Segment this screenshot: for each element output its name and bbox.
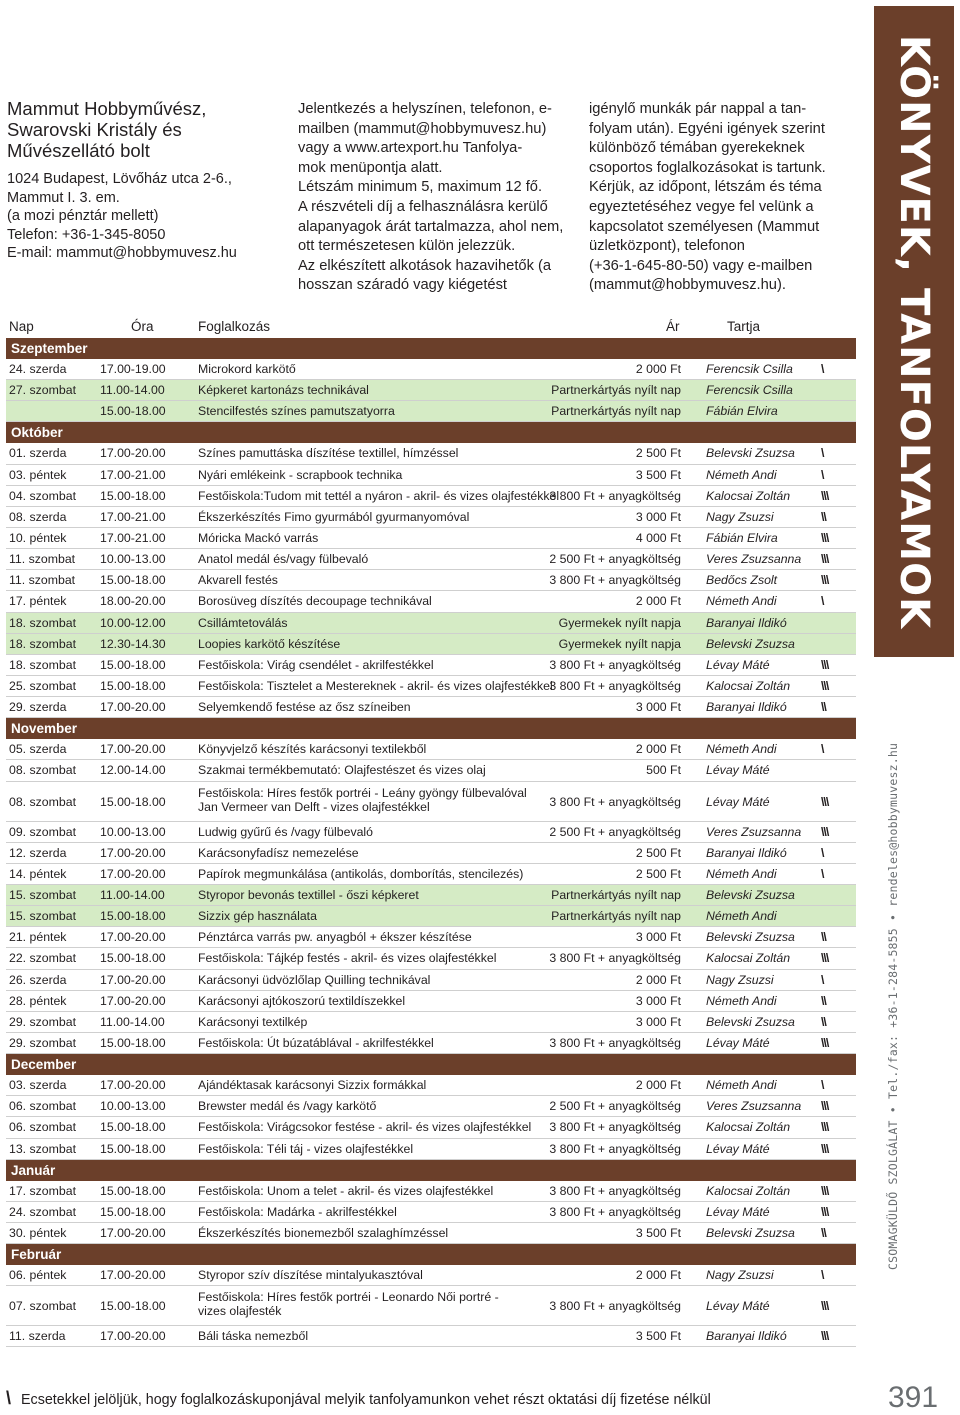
row-day: 22. szombat (9, 951, 76, 966)
row-course: Festőiskola: Madárka - akrilfestékkel (198, 1204, 397, 1219)
table-row (6, 443, 856, 464)
row-time: 15.00-18.00 (100, 657, 166, 672)
row-time: 17.00-21.00 (100, 530, 166, 545)
brush-mark-icon: \\\ (821, 1183, 829, 1198)
table-row (6, 697, 856, 718)
table-row (6, 1033, 856, 1054)
row-course: Papírok megmunkálása (antikolás, domborítás, stencilezés) (198, 866, 524, 881)
row-teacher: Németh Andi (706, 866, 777, 881)
table-row (6, 1202, 856, 1223)
table-row (6, 822, 856, 843)
row-day: 28. péntek (9, 993, 67, 1008)
brush-mark-icon: \\\ (821, 1120, 829, 1135)
row-time: 10.00-12.00 (100, 615, 166, 630)
table-row (6, 634, 856, 655)
table-row (6, 970, 856, 991)
table-row (6, 843, 856, 864)
row-course: Festőiskola: Híres festők portréi - Leonardo Női portré - vizes olajfesték (198, 1290, 499, 1319)
row-price: 2 000 Ft (635, 742, 681, 757)
table-row (6, 507, 856, 528)
row-time: 17.00-20.00 (100, 1268, 166, 1283)
row-time: 15.00-18.00 (100, 909, 166, 924)
page-number: 391 (888, 1381, 939, 1414)
row-course: Festőiskola: Híres festők portréi - Leány gyöngy fülbevalóval Jan Vermeer van Delft - vizes olajfestékkel (198, 785, 527, 814)
row-time: 17.00-20.00 (100, 446, 166, 461)
row-time: 17.00-20.00 (100, 993, 166, 1008)
row-teacher: Veres Zsuzsanna (706, 1099, 802, 1114)
table-header (6, 315, 856, 338)
row-course: Loopies karkötő készítése (198, 636, 341, 651)
row-price: 2 000 Ft (635, 1078, 681, 1093)
row-price: 3 000 Ft (635, 700, 681, 715)
row-price: 3 800 Ft + anyagköltség (549, 1120, 681, 1135)
row-teacher: Belevski Zsuzsa (706, 887, 795, 902)
table-row (6, 760, 856, 781)
row-price: Gyermekek nyílt napja (558, 636, 681, 651)
row-teacher: Kalocsai Zoltán (706, 1183, 791, 1198)
row-teacher: Belevski Zsuzsa (706, 636, 795, 651)
row-teacher: Németh Andi (706, 594, 777, 609)
row-price: 3 500 Ft (635, 467, 681, 482)
row-time: 17.00-20.00 (100, 845, 166, 860)
row-teacher: Belevski Zsuzsa (706, 446, 795, 461)
row-time: 17.00-19.00 (100, 362, 166, 376)
brush-mark-icon: \\\ (821, 794, 829, 809)
table-row (6, 864, 856, 885)
brush-mark-icon: \\\ (821, 1099, 829, 1114)
row-day: 11. szombat (9, 552, 76, 567)
row-teacher: Lévay Máté (706, 1204, 770, 1219)
brush-mark-icon: \\ (821, 700, 826, 715)
brush-mark-icon: \\\ (821, 1141, 829, 1156)
row-course: Borosüveg díszítés decoupage technikával (198, 594, 432, 609)
table-row (6, 1096, 856, 1117)
table-row (6, 906, 856, 927)
table-row (6, 401, 856, 422)
table-row (6, 528, 856, 549)
row-teacher: Lévay Máté (706, 1035, 770, 1050)
row-time: 11.00-14.00 (100, 383, 165, 398)
brush-mark-icon: \\ (821, 509, 826, 524)
table-row (6, 549, 856, 570)
row-price: 2 500 Ft (635, 866, 681, 881)
brush-mark-icon: \ (821, 446, 824, 461)
row-teacher: Németh Andi (706, 993, 777, 1008)
table-row (6, 927, 856, 948)
row-course: Pénztárca varrás pw. anyagból + ékszer készítése (198, 930, 472, 945)
row-teacher: Baranyai Ildikó (706, 845, 787, 860)
row-day: 06. péntek (9, 1268, 67, 1283)
row-day: 04. szombat (9, 488, 76, 503)
row-price: 2 000 Ft (635, 362, 681, 376)
brush-mark-icon: \\\ (821, 1204, 829, 1219)
row-time: 17.00-20.00 (100, 1225, 166, 1240)
row-time: 15.00-18.00 (100, 678, 166, 693)
brush-mark-icon: \ (821, 594, 824, 609)
row-time: 10.00-13.00 (100, 1099, 166, 1114)
row-course: Ékszerkészítés Fimo gyurmából gyurmanyomóval (198, 509, 470, 524)
row-price: Gyermekek nyílt napja (558, 615, 681, 630)
row-time: 10.00-13.00 (100, 824, 166, 839)
row-course: Karácsonyi textilkép (198, 1014, 308, 1029)
row-day: 08. szombat (9, 763, 76, 778)
row-time: 15.00-18.00 (100, 1141, 166, 1156)
row-day: 12. szerda (9, 845, 67, 860)
row-time: 10.00-13.00 (100, 552, 166, 567)
row-course: Akvarell festés (198, 573, 278, 588)
intro-column-1: Jelentkezés a helyszínen, telefonon, e-mailben (mammut@hobbymuvesz.hu) vagy a www.artexport.hu Tanfolya- mok menüpontja alatt. Létszám minimum 5, maximum 12 fő. A részvételi díj a felhasználásra kerülő alapanyagok árát tartalmazza, ahol nem, ott természetesen külön jelezzük. Az elkészített alkotások hazavihetők (a hosszan száradó vagy kiégetést (298, 101, 564, 294)
row-day: 17. péntek (9, 594, 67, 609)
row-course: Báli táska nemezből (198, 1329, 309, 1344)
row-course: Karácsonyfadísz nemezelése (198, 845, 359, 860)
brush-mark-icon: \\\ (821, 488, 829, 503)
row-day: 17. szombat (9, 1183, 76, 1198)
row-teacher: Lévay Máté (706, 657, 770, 672)
row-day: 29. szerda (9, 700, 67, 715)
row-price: 2 500 Ft (635, 446, 681, 461)
table-row (6, 465, 856, 486)
row-teacher: Lévay Máté (706, 1141, 770, 1156)
table-row (6, 591, 856, 612)
row-course: Szakmai termékbemutató: Olajfestészet és vizes olaj (198, 763, 486, 778)
brush-mark-icon: \\\ (821, 657, 829, 672)
row-price: 3 000 Ft (635, 930, 681, 945)
month-header: December (6, 1054, 856, 1075)
row-time: 11.00-14.00 (100, 887, 165, 902)
row-course: Festőiskola: Virág csendélet - akrilfestékkel (198, 657, 434, 672)
row-day: 08. szombat (9, 794, 76, 809)
brush-mark-icon: \ (821, 1078, 824, 1093)
row-day: 05. szerda (9, 742, 67, 757)
brush-mark-icon: \\\ (821, 552, 829, 567)
brush-mark-icon: \ (821, 467, 824, 482)
header-tartja: Tartja (727, 319, 761, 334)
table-row (6, 359, 856, 380)
table-row (6, 655, 856, 676)
row-time: 17.00-20.00 (100, 930, 166, 945)
brush-mark-icon: \\\ (821, 530, 829, 545)
row-price: 3 500 Ft (635, 1225, 681, 1240)
brush-mark-icon: \\\ (821, 824, 829, 839)
row-course: Anatol medál és/vagy fülbevaló (198, 552, 369, 567)
row-teacher: Baranyai Ildikó (706, 700, 787, 715)
brush-mark-icon: \\\ (821, 573, 829, 588)
header-nap: Nap (9, 319, 34, 334)
brush-mark-icon: \ (821, 1268, 824, 1283)
row-day: 13. szombat (9, 1141, 76, 1156)
row-course: Sizzix gép használata (198, 909, 317, 924)
row-price: 3 800 Ft + anyagköltség (549, 1204, 681, 1219)
row-day: 24. szerda (9, 362, 67, 376)
row-price: 3 800 Ft + anyagköltség (549, 1141, 681, 1156)
row-day: 08. szerda (9, 509, 67, 524)
row-course: Csillámtetoválás (198, 615, 288, 630)
row-teacher: Veres Zsuzsanna (706, 824, 802, 839)
row-price: 3 800 Ft + anyagköltség (549, 951, 681, 966)
table-row (6, 1012, 856, 1033)
row-teacher: Németh Andi (706, 909, 777, 924)
store-name: Mammut Hobbyművész, Swarovski Kristály és Művészellátó bolt (7, 98, 207, 161)
brush-mark-icon: \ (821, 742, 824, 757)
row-day: 11. szerda (9, 1329, 66, 1344)
brush-mark-icon: \ (821, 866, 824, 881)
store-header (7, 98, 277, 263)
row-time: 15.00-18.00 (100, 951, 166, 966)
section-title: KÖNYVEK, TANFOLYAMOK (891, 34, 937, 629)
table-row (6, 991, 856, 1012)
row-teacher: Bedőcs Zsolt (706, 573, 778, 588)
brush-mark-icon: \\ (821, 993, 826, 1008)
row-price: 3 800 Ft + anyagköltség (549, 1299, 681, 1314)
row-course: Festőiskola: Unom a telet - akril- és vizes olajfestékkel (198, 1183, 494, 1198)
row-price: 500 Ft (646, 763, 681, 778)
row-course: Microkord karkötő (198, 362, 296, 376)
row-day: 01. szerda (9, 446, 67, 461)
table-row (6, 948, 856, 969)
row-price: 2 500 Ft + anyagköltség (549, 1099, 681, 1114)
row-price: 3 800 Ft + anyagköltség (549, 488, 681, 503)
brush-mark-icon: \\\ (821, 678, 829, 693)
row-course: Stencilfestés színes pamutszatyorra (198, 404, 395, 419)
row-course: Karácsonyi ajtókoszorú textildíszekkel (198, 993, 406, 1008)
table-row (6, 380, 856, 401)
row-day: 06. szombat (9, 1099, 76, 1114)
table-row (6, 1265, 856, 1286)
row-price: 3 000 Ft (635, 1014, 681, 1029)
row-price: 2 500 Ft + anyagköltség (549, 552, 681, 567)
row-time: 17.00-21.00 (100, 467, 166, 482)
row-day: 30. péntek (9, 1225, 67, 1240)
row-price: 3 800 Ft + anyagköltség (549, 1183, 681, 1198)
brush-mark-icon: \\\ (821, 951, 829, 966)
table-row (6, 613, 856, 634)
row-course: Képkeret kartonázs technikával (198, 383, 369, 398)
table-row (6, 1117, 856, 1138)
row-teacher: Lévay Máté (706, 794, 770, 809)
row-price: 2 500 Ft (635, 845, 681, 860)
row-time: 17.00-20.00 (100, 972, 166, 987)
row-day: 18. szombat (9, 615, 76, 630)
row-price: 3 800 Ft + anyagköltség (549, 794, 681, 809)
row-time: 17.00-20.00 (100, 700, 166, 715)
row-day: 09. szombat (9, 824, 76, 839)
table-row (6, 1326, 856, 1347)
row-price: Partnerkártyás nyílt nap (551, 383, 681, 398)
header-foglalkozas: Foglalkozás (198, 319, 271, 334)
row-teacher: Belevski Zsuzsa (706, 930, 795, 945)
row-teacher: Németh Andi (706, 467, 777, 482)
row-time: 15.00-18.00 (100, 573, 166, 588)
row-course: Festőiskola: Tisztelet a Mestereknek - akril- és vizes olajfestékkel (198, 678, 553, 693)
brush-mark-icon: \\\ (821, 1329, 829, 1344)
intro-column-2: igénylő munkák pár nappal a tan- folyam után). Egyéni igények szerint különböző témában gyerekeknek csoportos foglalkozásokat is tartunk. Kérjük, az időpont, létszám és téma egyeztetéséhez vegye fel velünk a kapcsolatot személyesen (Mammut üzletközpont), telefonon (+36-1-645-80-50) vagy e-mailben (mammut@hobbymuvesz.hu). (589, 101, 826, 294)
row-teacher: Baranyai Ildikó (706, 1329, 787, 1344)
row-time: 11.00-14.00 (100, 1014, 165, 1029)
row-course: Móricka Mackó varrás (198, 530, 319, 545)
row-time: 15.00-18.00 (100, 794, 166, 809)
row-day: 18. szombat (9, 636, 76, 651)
row-course: Styropor bevonás textillel - őszi képkeret (198, 887, 419, 902)
row-day: 14. péntek (9, 866, 67, 881)
row-time: 12.00-14.00 (100, 763, 166, 778)
row-course: Könyvjelző készítés karácsonyi textilekből (198, 742, 427, 757)
row-day: 18. szombat (9, 657, 76, 672)
row-day: 03. szerda (9, 1078, 67, 1093)
table-row (6, 1181, 856, 1202)
row-time: 18.00-20.00 (100, 594, 166, 609)
row-time: 17.00-20.00 (100, 1329, 166, 1344)
footnote (6, 1388, 711, 1409)
table-row (6, 1223, 856, 1244)
row-day: 24. szombat (9, 1204, 76, 1219)
row-course: Ajándéktasak karácsonyi Sizzix formákkal (198, 1078, 427, 1093)
row-teacher: Baranyai Ildikó (706, 615, 787, 630)
row-time: 17.00-21.00 (100, 509, 166, 524)
footnote-text: Ecsetekkel jelöljük, hogy foglalkozáskuponjával melyik tanfolyamunkon vehet részt oktatási díj fizetése nélkül (21, 1392, 711, 1408)
brush-mark-icon: \\ (821, 1225, 826, 1240)
table-row (6, 885, 856, 906)
row-time: 15.00-18.00 (100, 404, 166, 419)
row-teacher: Nagy Zsuzsi (706, 1268, 774, 1283)
row-price: 4 000 Ft (635, 530, 681, 545)
brush-mark-icon: \ (821, 362, 824, 376)
row-course: Selyemkendő festése az ősz színeiben (198, 700, 411, 715)
row-day: 06. szombat (9, 1120, 76, 1135)
table-row (6, 1075, 856, 1096)
month-header: November (6, 718, 856, 739)
row-price: 3 500 Ft (635, 1329, 681, 1344)
table-row (6, 1286, 856, 1326)
table-row (6, 782, 856, 822)
row-course: Festőiskola: Út búzatáblával - akrilfestékkel (198, 1035, 434, 1050)
row-day: 29. szombat (9, 1035, 76, 1050)
row-course: Festőiskola: Virágcsokor festése - akril- és vizes olajfestékkel (198, 1120, 532, 1135)
row-teacher: Nagy Zsuzsi (706, 972, 774, 987)
row-course: Festőiskola: Téli táj - vizes olajfestékkel (198, 1141, 414, 1156)
row-teacher: Németh Andi (706, 1078, 777, 1093)
row-price: 3 800 Ft + anyagköltség (549, 657, 681, 672)
row-teacher: Németh Andi (706, 742, 777, 757)
row-course: Festőiskola:Tudom mit tettél a nyáron - akril- és vizes olajfestékkel (198, 488, 560, 503)
row-price: 3 800 Ft + anyagköltség (549, 1035, 681, 1050)
brush-mark-icon: \\\ (821, 1035, 829, 1050)
row-course: Színes pamuttáska díszítése textillel, hímzéssel (198, 446, 459, 461)
row-course: Nyári emlékeink - scrapbook technika (198, 467, 403, 482)
row-teacher: Fábián Elvira (706, 404, 778, 419)
row-teacher: Lévay Máté (706, 1299, 770, 1314)
row-teacher: Kalocsai Zoltán (706, 1120, 791, 1135)
row-teacher: Fábián Elvira (706, 530, 778, 545)
table-row (6, 676, 856, 697)
row-teacher: Belevski Zsuzsa (706, 1014, 795, 1029)
row-teacher: Kalocsai Zoltán (706, 678, 791, 693)
brush-mark-icon: \\\ (821, 1299, 829, 1314)
row-price: 2 500 Ft + anyagköltség (549, 824, 681, 839)
row-price: Partnerkártyás nyílt nap (551, 887, 681, 902)
row-price: 2 000 Ft (635, 972, 681, 987)
row-price: 2 000 Ft (635, 594, 681, 609)
row-time: 15.00-18.00 (100, 1204, 166, 1219)
row-time: 15.00-18.00 (100, 1035, 166, 1050)
row-time: 17.00-20.00 (100, 1078, 166, 1093)
side-contact: CSOMAGKÜLDŐ SZOLGÁLAT • Tel./fax: +36-1-284-5855 • rendeles@hobbymuvesz.hu (886, 742, 900, 1270)
row-course: Styropor szív díszítése mintalyukasztóval (198, 1268, 423, 1283)
row-day: 29. szombat (9, 1014, 76, 1029)
row-price: Partnerkártyás nyílt nap (551, 404, 681, 419)
row-day: 10. péntek (9, 530, 67, 545)
brush-mark-icon: \ (821, 845, 824, 860)
row-price: 2 000 Ft (635, 1268, 681, 1283)
row-teacher: Belevski Zsuzsa (706, 1225, 795, 1240)
row-day: 21. péntek (9, 930, 67, 945)
table-row (6, 570, 856, 591)
row-price: 3 000 Ft (635, 993, 681, 1008)
row-day: 07. szombat (9, 1299, 76, 1314)
table-row (6, 486, 856, 507)
row-day: 03. péntek (9, 467, 67, 482)
row-time: 15.00-18.00 (100, 488, 166, 503)
header-ar: Ár (666, 319, 680, 334)
brush-mark-icon: \\ (821, 930, 826, 945)
table-body (6, 338, 856, 1347)
table-row (6, 1139, 856, 1160)
row-price: 3 000 Ft (635, 509, 681, 524)
row-course: Karácsonyi üdvözlőlap Quilling technikával (198, 972, 431, 987)
row-teacher: Kalocsai Zoltán (706, 951, 791, 966)
row-day: 25. szombat (9, 678, 76, 693)
header-ora: Óra (131, 319, 154, 334)
row-time: 12.30-14.30 (100, 636, 166, 651)
row-day: 15. szombat (9, 887, 76, 902)
row-course: Brewster medál és /vagy karkötő (198, 1099, 377, 1114)
row-time: 15.00-18.00 (100, 1183, 166, 1198)
row-time: 17.00-20.00 (100, 742, 166, 757)
row-teacher: Ferencsik Csilla (706, 383, 793, 398)
row-course: Ékszerkészítés bionemezből szalaghímzéssel (198, 1225, 449, 1240)
month-header: Szeptember (6, 338, 856, 359)
month-header: Január (6, 1160, 856, 1181)
row-teacher: Lévay Máté (706, 763, 770, 778)
row-teacher: Veres Zsuzsanna (706, 552, 802, 567)
store-address: 1024 Budapest, Lövőház utca 2-6., Mammut I. 3. em. (a mozi pénztár mellett) Telefon: +36-1-345-8050 E-mail: mammut@hobbymuvesz.hu (7, 171, 237, 261)
row-price: 3 800 Ft + anyagköltség (549, 573, 681, 588)
row-time: 17.00-20.00 (100, 866, 166, 881)
row-day: 11. szombat (9, 573, 76, 588)
schedule-table (6, 315, 856, 1347)
month-header: Február (6, 1244, 856, 1265)
row-price: Partnerkártyás nyílt nap (551, 909, 681, 924)
row-course: Festőiskola: Tájkép festés - akril- és vizes olajfestékkel (198, 951, 497, 966)
row-day: 15. szombat (9, 909, 76, 924)
row-price: 3 800 Ft + anyagköltség (549, 678, 681, 693)
row-teacher: Ferencsik Csilla (706, 362, 793, 376)
brush-mark-icon: \\ (821, 1014, 826, 1029)
table-row (6, 739, 856, 760)
row-teacher: Kalocsai Zoltán (706, 488, 791, 503)
row-day: 26. szerda (9, 972, 67, 987)
row-course: Ludwig gyűrű és /vagy fülbevaló (198, 824, 373, 839)
brush-mark-icon: \ (6, 1388, 12, 1408)
row-day: 27. szombat (9, 383, 76, 398)
row-teacher: Nagy Zsuzsi (706, 509, 774, 524)
row-time: 15.00-18.00 (100, 1120, 166, 1135)
row-time: 15.00-18.00 (100, 1299, 166, 1314)
brush-mark-icon: \ (821, 972, 824, 987)
month-header: Október (6, 422, 856, 443)
section-band (874, 6, 954, 657)
